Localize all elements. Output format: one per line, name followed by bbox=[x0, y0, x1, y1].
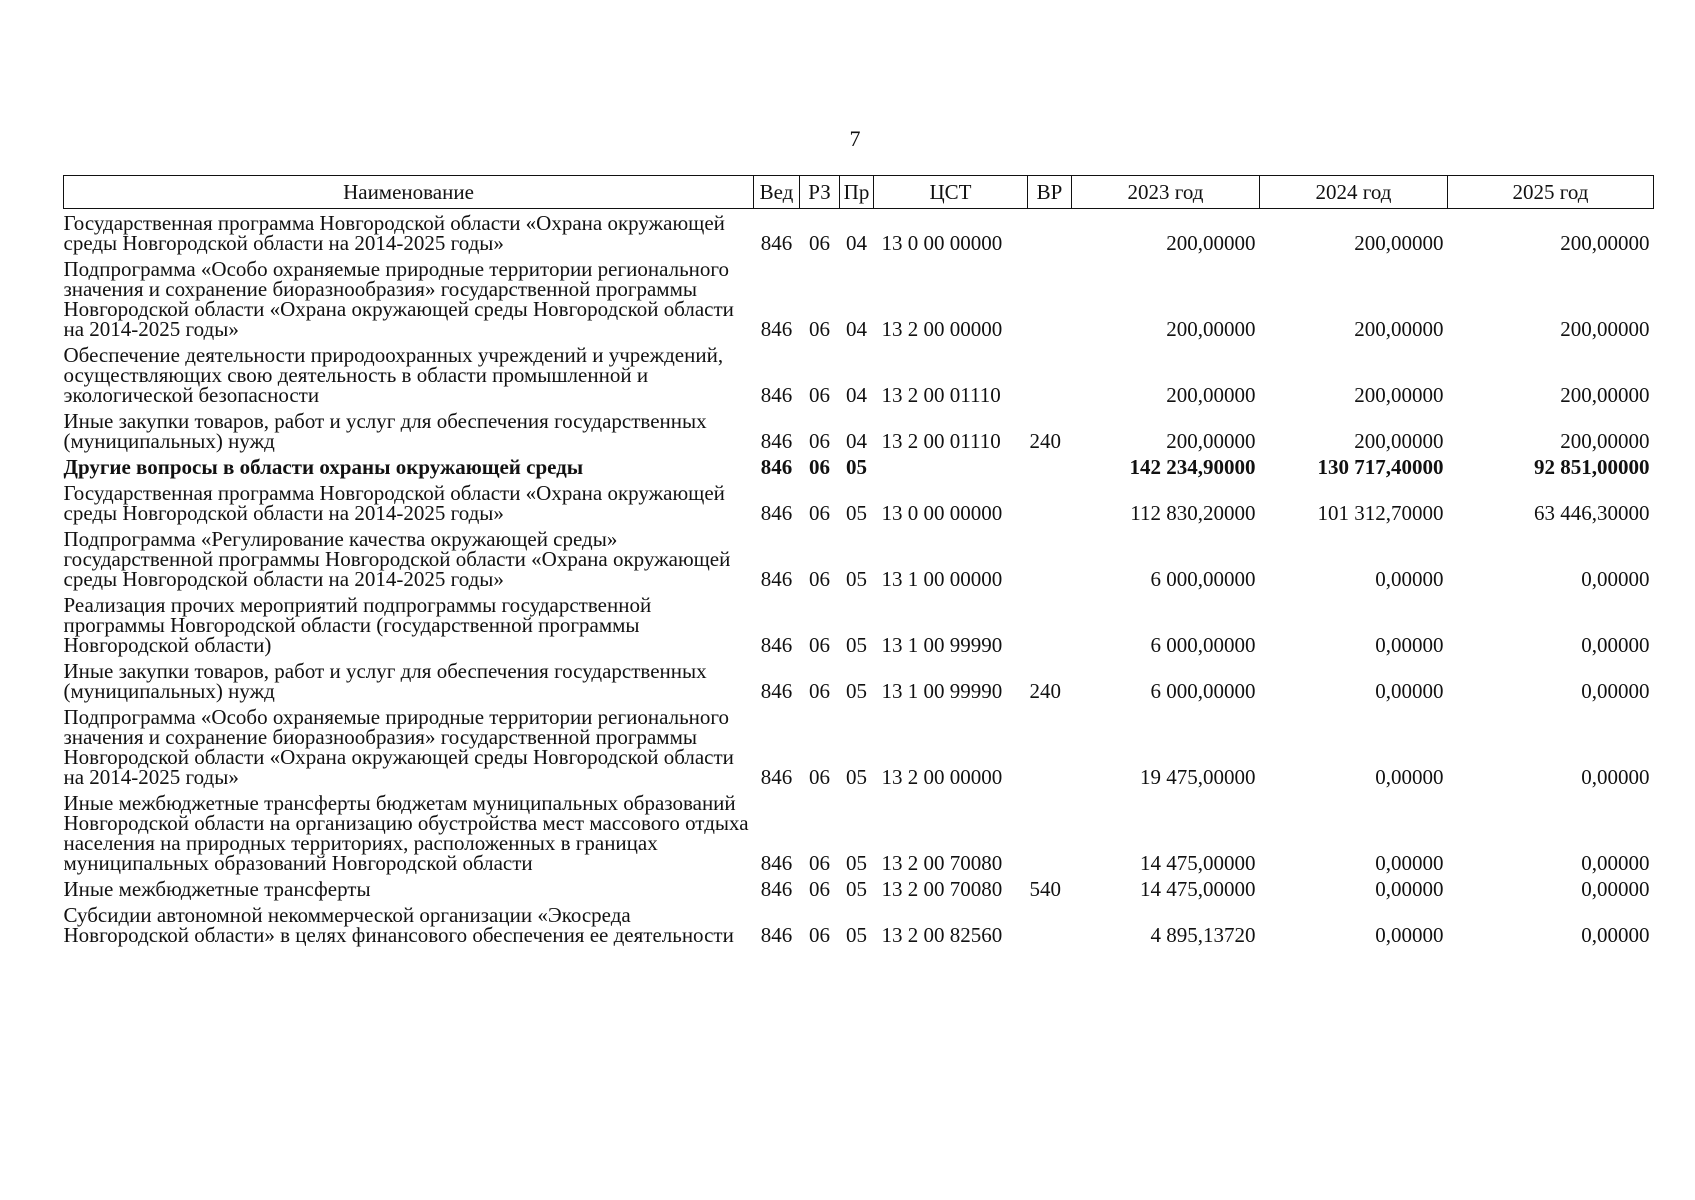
row-name: Реализация прочих мероприятий подпрограммы государственной программы Новгородской области (государственной программы Новгородской области) bbox=[63, 593, 652, 657]
row-amount-2023: 200,00000 bbox=[1166, 383, 1256, 407]
row-amount-2023: 6 000,00000 bbox=[1150, 633, 1256, 657]
row-amount-2023: 14 475,00000 bbox=[1140, 851, 1256, 875]
row-amount-2023: 6 000,00000 bbox=[1150, 567, 1256, 591]
table-row bbox=[64, 341, 1654, 407]
table-row bbox=[64, 901, 1654, 947]
row-amount-2025: 200,00000 bbox=[1560, 429, 1650, 453]
row-vr bbox=[1028, 209, 1072, 256]
col-header-vr: ВР bbox=[1028, 176, 1072, 209]
col-header-cst: ЦСТ bbox=[874, 176, 1028, 209]
row-cst: 13 2 00 01110 bbox=[881, 383, 1001, 407]
row-amount-2023: 14 475,00000 bbox=[1140, 877, 1256, 901]
row-amount-2025: 0,00000 bbox=[1581, 679, 1650, 703]
col-header-2025: 2025 год bbox=[1448, 176, 1654, 209]
row-vr bbox=[1028, 341, 1072, 407]
row-name: Обеспечение деятельности природоохранных учреждений и учреждений, осуществляющих свою деятельность в области промышленной и экологической безопасности bbox=[63, 343, 724, 407]
row-vr bbox=[1028, 901, 1072, 947]
row-vr bbox=[1028, 525, 1072, 591]
row-ved: 846 bbox=[760, 567, 793, 591]
row-ved: 846 bbox=[760, 429, 793, 453]
row-amount-2024: 130 717,40000 bbox=[1317, 455, 1444, 479]
row-rz: 06 bbox=[809, 231, 830, 255]
row-pr: 05 bbox=[846, 923, 867, 947]
row-ved: 846 bbox=[760, 231, 793, 255]
row-pr: 05 bbox=[846, 567, 867, 591]
row-cst: 13 1 00 00000 bbox=[881, 567, 1003, 591]
row-rz: 06 bbox=[809, 383, 830, 407]
row-amount-2025: 0,00000 bbox=[1581, 877, 1650, 901]
table-row bbox=[64, 703, 1654, 789]
row-cst: 13 0 00 00000 bbox=[881, 231, 1003, 255]
row-vr bbox=[1028, 789, 1072, 875]
row-cst: 13 1 00 99990 bbox=[881, 679, 1003, 703]
table-row bbox=[64, 525, 1654, 591]
col-header-2023: 2023 год bbox=[1072, 176, 1260, 209]
row-amount-2023: 6 000,00000 bbox=[1150, 679, 1256, 703]
row-cst: 13 2 00 00000 bbox=[881, 765, 1003, 789]
row-ved: 846 bbox=[760, 633, 793, 657]
row-amount-2023: 200,00000 bbox=[1166, 317, 1256, 341]
row-ved: 846 bbox=[760, 679, 793, 703]
row-amount-2025: 0,00000 bbox=[1581, 765, 1650, 789]
row-amount-2025: 200,00000 bbox=[1560, 317, 1650, 341]
row-name: Иные межбюджетные трансферты bbox=[63, 877, 371, 901]
row-rz: 06 bbox=[809, 679, 830, 703]
row-vr: 540 bbox=[1029, 877, 1061, 901]
table-row bbox=[64, 479, 1654, 525]
row-pr: 05 bbox=[846, 501, 867, 525]
row-amount-2025: 0,00000 bbox=[1581, 633, 1650, 657]
row-vr: 240 bbox=[1029, 429, 1061, 453]
row-rz: 06 bbox=[809, 765, 830, 789]
table-row-section-total bbox=[64, 453, 1654, 479]
table-body bbox=[64, 209, 1654, 948]
row-rz: 06 bbox=[809, 923, 830, 947]
row-name: Государственная программа Новгородской области «Охрана окружающей среды Новгородской области на 2014-2025 годы» bbox=[63, 481, 725, 525]
col-header-pr: Пр bbox=[840, 176, 874, 209]
row-vr bbox=[1028, 591, 1072, 657]
row-name: Другие вопросы в области охраны окружающей среды bbox=[63, 455, 584, 479]
row-amount-2025: 63 446,30000 bbox=[1534, 501, 1650, 525]
row-rz: 06 bbox=[809, 317, 830, 341]
row-amount-2025: 0,00000 bbox=[1581, 851, 1650, 875]
row-pr: 05 bbox=[846, 851, 867, 875]
row-amount-2024: 0,00000 bbox=[1375, 877, 1444, 901]
row-rz: 06 bbox=[809, 633, 830, 657]
row-amount-2024: 0,00000 bbox=[1375, 851, 1444, 875]
page-number: 7 bbox=[849, 126, 861, 151]
row-ved: 846 bbox=[760, 317, 793, 341]
row-rz: 06 bbox=[809, 501, 830, 525]
row-amount-2024: 0,00000 bbox=[1375, 679, 1444, 703]
col-header-ved: Вед bbox=[754, 176, 800, 209]
row-amount-2025: 0,00000 bbox=[1581, 567, 1650, 591]
col-header-2024: 2024 год bbox=[1260, 176, 1448, 209]
row-amount-2024: 0,00000 bbox=[1375, 765, 1444, 789]
row-rz: 06 bbox=[809, 567, 830, 591]
row-amount-2023: 200,00000 bbox=[1166, 231, 1256, 255]
row-rz: 06 bbox=[809, 877, 830, 901]
row-amount-2024: 101 312,70000 bbox=[1317, 501, 1444, 525]
row-pr: 04 bbox=[846, 317, 867, 341]
row-name: Иные межбюджетные трансферты бюджетам муниципальных образований Новгородской области на организацию обустройства мест массового отдыха населения на природных территориях, расположенных в границах муниципальных образований Новгородской области bbox=[63, 791, 749, 875]
table-row bbox=[64, 875, 1654, 901]
row-ved: 846 bbox=[760, 851, 793, 875]
row-vr bbox=[1028, 703, 1072, 789]
row-ved: 846 bbox=[760, 877, 793, 901]
row-name: Государственная программа Новгородской области «Охрана окружающей среды Новгородской области на 2014-2025 годы» bbox=[63, 211, 725, 255]
row-name: Подпрограмма «Особо охраняемые природные территории регионального значения и сохранение биоразнообразия» государственной программы Новгородской области «Охрана окружающей среды Новгородской области на 2014-2025 годы» bbox=[63, 257, 734, 341]
row-name: Субсидии автономной некоммерческой организации «Экосреда Новгородской области» в целях финансового обеспечения ее деятельности bbox=[63, 903, 734, 947]
row-amount-2023: 200,00000 bbox=[1166, 429, 1256, 453]
row-pr: 05 bbox=[846, 633, 867, 657]
table-row bbox=[64, 591, 1654, 657]
row-amount-2024: 200,00000 bbox=[1354, 317, 1444, 341]
table-row bbox=[64, 789, 1654, 875]
table-row bbox=[64, 657, 1654, 703]
row-ved: 846 bbox=[760, 923, 793, 947]
table-row bbox=[64, 255, 1654, 341]
row-pr: 05 bbox=[846, 679, 867, 703]
row-cst bbox=[874, 453, 1028, 479]
row-amount-2024: 200,00000 bbox=[1354, 383, 1444, 407]
row-amount-2025: 92 851,00000 bbox=[1534, 455, 1650, 479]
row-amount-2024: 0,00000 bbox=[1375, 923, 1444, 947]
row-amount-2025: 0,00000 bbox=[1581, 923, 1650, 947]
row-pr: 05 bbox=[846, 455, 867, 479]
table-row bbox=[64, 407, 1654, 453]
row-name: Иные закупки товаров, работ и услуг для обеспечения государственных (муниципальных) нужд bbox=[63, 409, 707, 453]
row-amount-2023: 142 234,90000 bbox=[1129, 455, 1256, 479]
row-cst: 13 2 00 70080 bbox=[881, 851, 1003, 875]
row-vr bbox=[1028, 255, 1072, 341]
col-header-name: Наименование bbox=[64, 176, 754, 209]
row-ved: 846 bbox=[760, 501, 793, 525]
header-row bbox=[64, 176, 1654, 209]
row-amount-2025: 200,00000 bbox=[1560, 231, 1650, 255]
row-ved: 846 bbox=[760, 765, 793, 789]
row-pr: 05 bbox=[846, 765, 867, 789]
row-vr bbox=[1028, 479, 1072, 525]
row-pr: 04 bbox=[846, 429, 867, 453]
row-name: Подпрограмма «Регулирование качества окружающей среды» государственной программы Новгородской области «Охрана окружающей среды Новгородской области на 2014-2025 годы» bbox=[63, 527, 731, 591]
row-amount-2024: 0,00000 bbox=[1375, 633, 1444, 657]
row-cst: 13 1 00 99990 bbox=[881, 633, 1003, 657]
row-pr: 04 bbox=[846, 231, 867, 255]
row-amount-2024: 200,00000 bbox=[1354, 231, 1444, 255]
budget-table bbox=[63, 175, 1654, 947]
row-rz: 06 bbox=[809, 455, 830, 479]
row-name: Подпрограмма «Особо охраняемые природные территории регионального значения и сохранение биоразнообразия» государственной программы Новгородской области «Охрана окружающей среды Новгородской области на 2014-2025 годы» bbox=[63, 705, 734, 789]
col-header-rz: РЗ bbox=[800, 176, 840, 209]
row-cst: 13 0 00 00000 bbox=[881, 501, 1003, 525]
row-amount-2025: 200,00000 bbox=[1560, 383, 1650, 407]
row-rz: 06 bbox=[809, 429, 830, 453]
row-amount-2024: 0,00000 bbox=[1375, 567, 1444, 591]
row-name: Иные закупки товаров, работ и услуг для обеспечения государственных (муниципальных) нужд bbox=[63, 659, 707, 703]
row-vr bbox=[1028, 453, 1072, 479]
row-pr: 04 bbox=[846, 383, 867, 407]
row-amount-2023: 112 830,20000 bbox=[1130, 501, 1256, 525]
row-amount-2024: 200,00000 bbox=[1354, 429, 1444, 453]
row-vr: 240 bbox=[1029, 679, 1061, 703]
row-pr: 05 bbox=[846, 877, 867, 901]
row-cst: 13 2 00 00000 bbox=[881, 317, 1003, 341]
row-cst: 13 2 00 70080 bbox=[881, 877, 1003, 901]
row-ved: 846 bbox=[760, 383, 793, 407]
row-cst: 13 2 00 82560 bbox=[881, 923, 1003, 947]
row-cst: 13 2 00 01110 bbox=[881, 429, 1001, 453]
row-ved: 846 bbox=[760, 455, 793, 479]
row-rz: 06 bbox=[809, 851, 830, 875]
table-row bbox=[64, 209, 1654, 256]
row-amount-2023: 19 475,00000 bbox=[1140, 765, 1256, 789]
row-amount-2023: 4 895,13720 bbox=[1150, 923, 1256, 947]
